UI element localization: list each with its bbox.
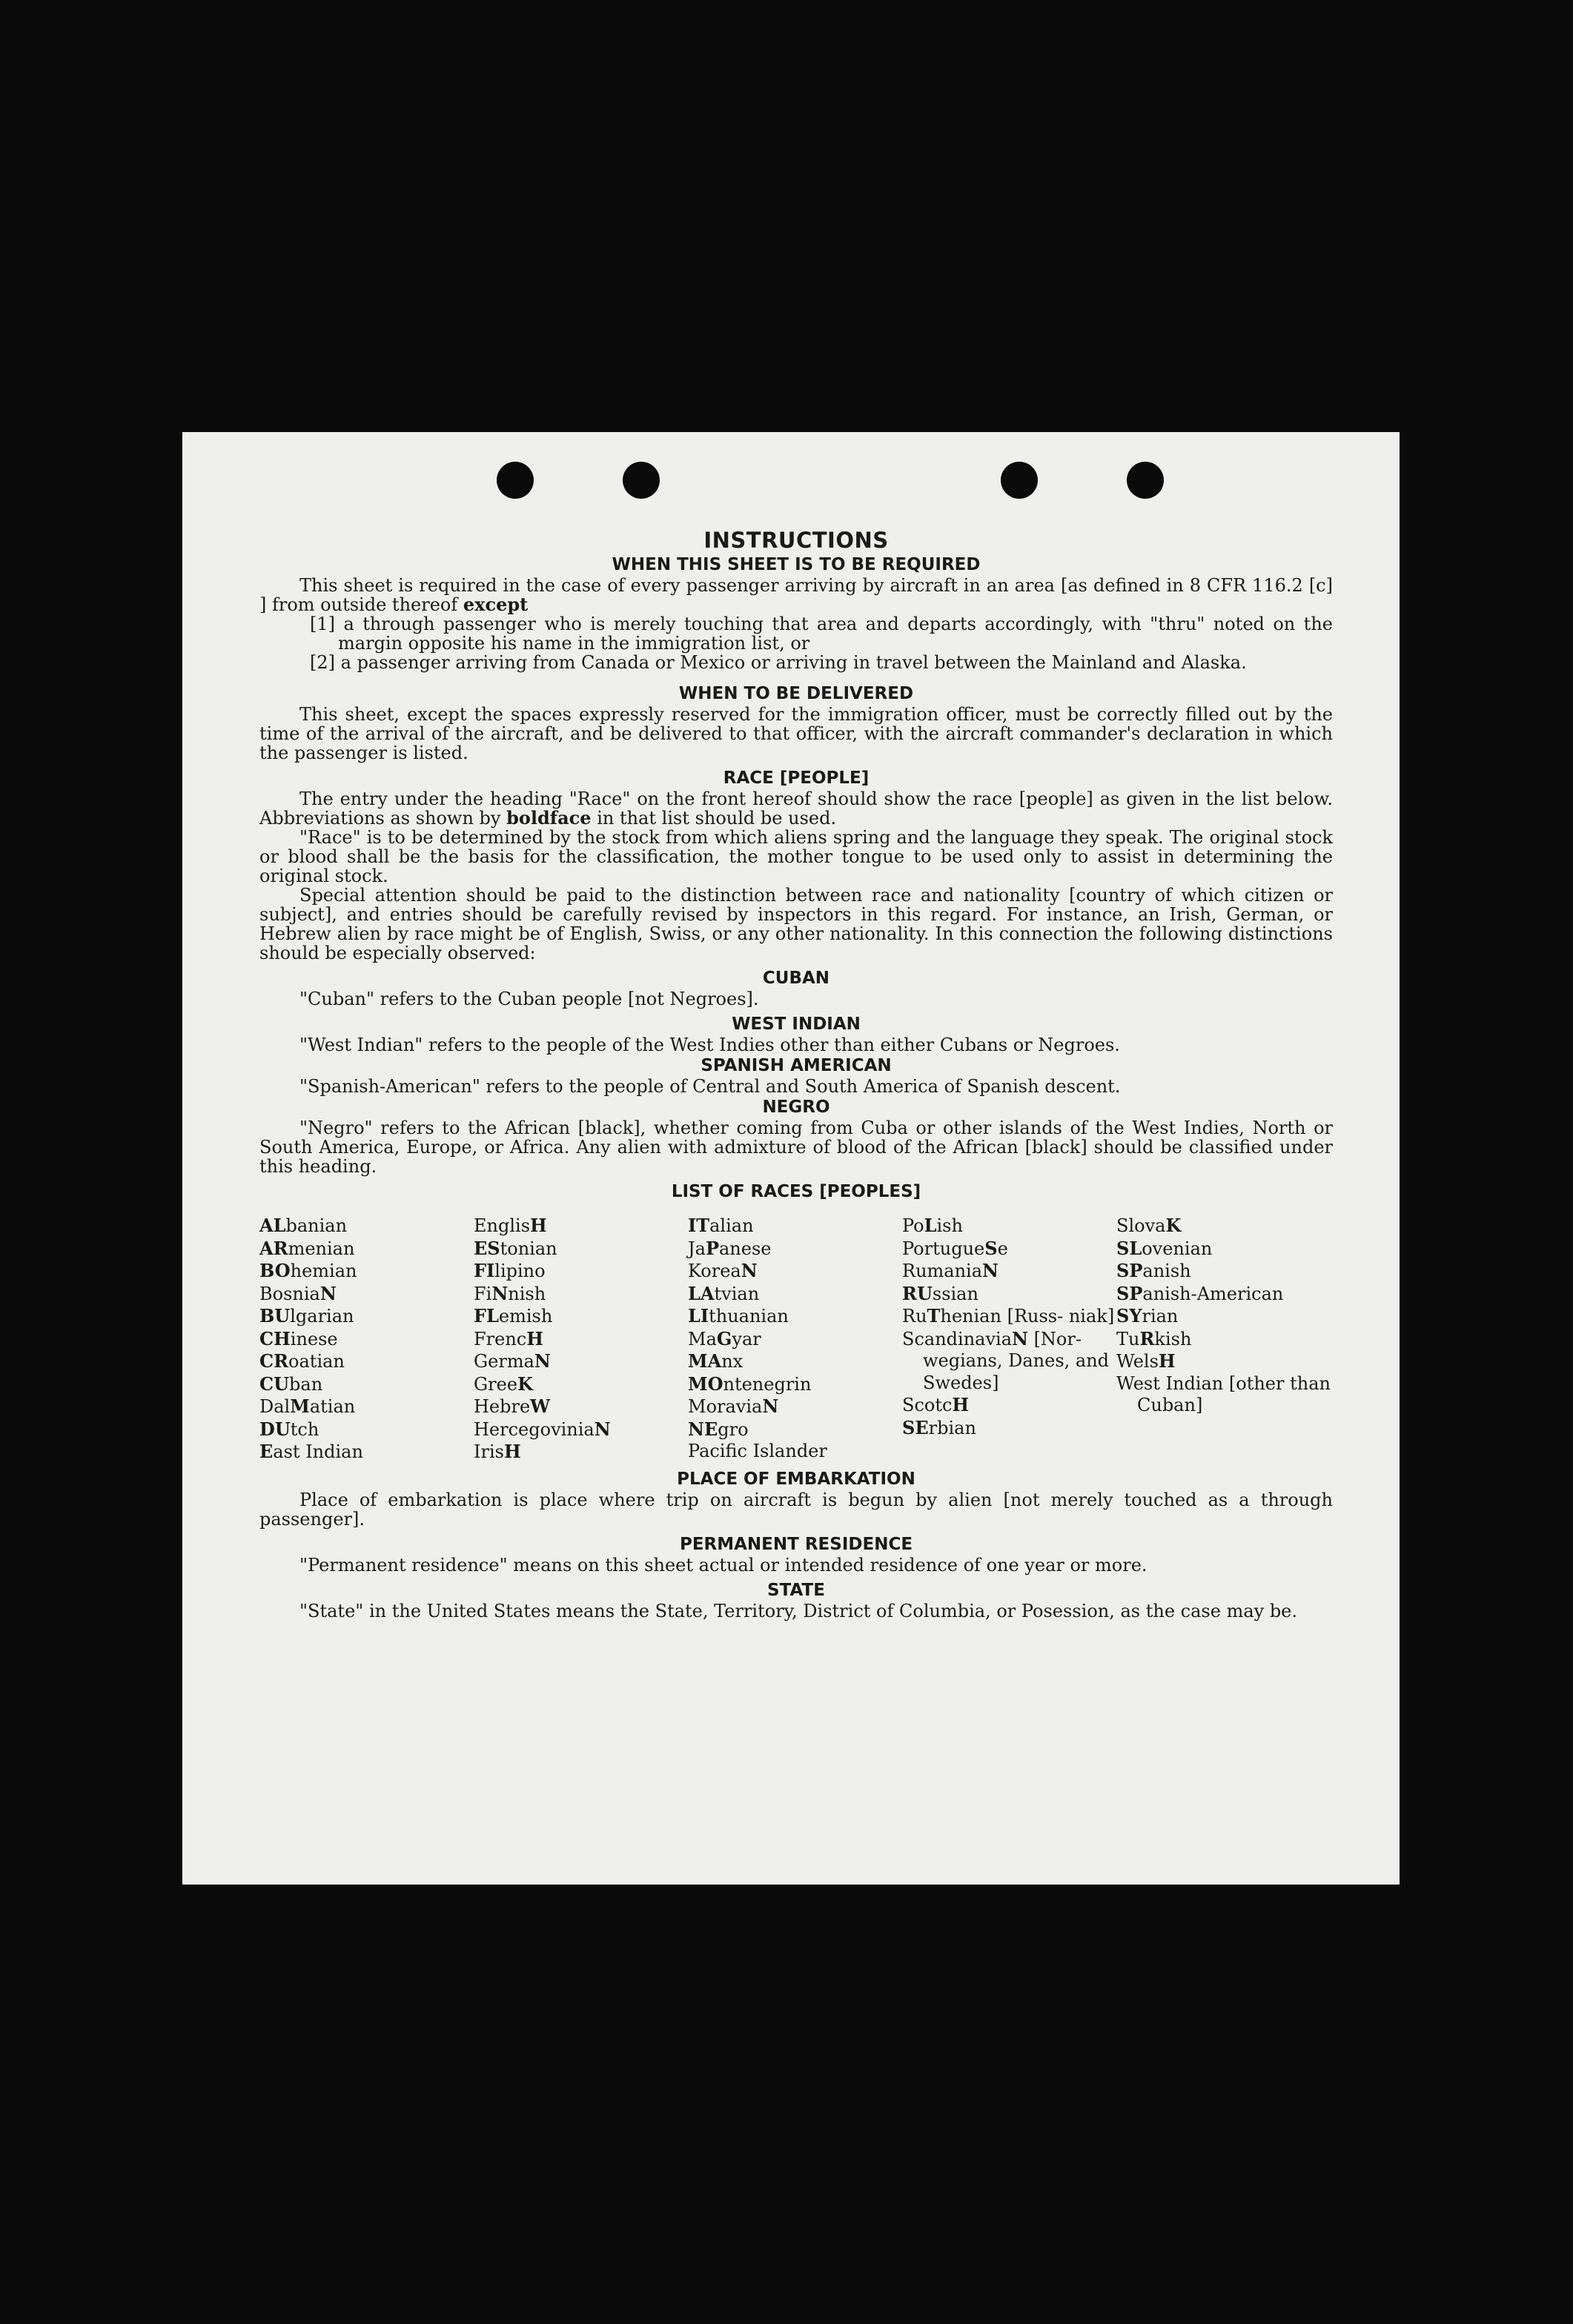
section-heading-negro: NEGRO bbox=[762, 1098, 830, 1117]
race-entry: EnglisH bbox=[474, 1215, 547, 1236]
instruction-sheet bbox=[182, 432, 1400, 1885]
race-entry: FLemish bbox=[474, 1305, 553, 1327]
race-entry: SErbian bbox=[902, 1416, 976, 1438]
section-heading-race-list: LIST OF RACES [PEOPLES] bbox=[671, 1182, 921, 1201]
race-entry: PortugueSe bbox=[902, 1237, 1008, 1259]
race-entry: RuThenian [Russ- niak] bbox=[902, 1305, 1115, 1327]
sheet-content bbox=[259, 527, 1333, 1621]
binder-hole bbox=[1001, 462, 1038, 499]
race-column bbox=[1116, 1215, 1331, 1464]
residence-text: "Permanent residence" means on this sheet actual or intended residence of one year or more. bbox=[299, 1554, 1148, 1576]
race-entry: ITalian bbox=[688, 1215, 754, 1236]
race-entry: Pacific Islander bbox=[688, 1441, 827, 1461]
embarkation-text: Place of embarkation is place where trip on aircraft is begun by alien [not merely touched as a through passenger]. bbox=[259, 1489, 1333, 1530]
race-entry: SlovaK bbox=[1116, 1215, 1182, 1236]
race-paragraph-2: "Race" is to be determined by the stock from which aliens spring and the language they speak. The original stock or blood shall be the basis for the classification, the mother tongue to be used only to assist in determining the original stock. bbox=[259, 827, 1333, 886]
race-column bbox=[902, 1215, 1116, 1464]
section-heading-cuban: CUBAN bbox=[762, 969, 830, 988]
section-heading-state: STATE bbox=[767, 1580, 825, 1600]
state-text: "State" in the United States means the State, Territory, District of Columbia, or Posession, as the case may be. bbox=[299, 1600, 1298, 1621]
cuban-text: "Cuban" refers to the Cuban people [not Negroes]. bbox=[299, 989, 759, 1009]
race-entry: PoLish bbox=[902, 1215, 963, 1236]
race-entry: ScotcH bbox=[902, 1394, 970, 1415]
race-entry: CRoatian bbox=[259, 1350, 345, 1372]
race-entry: BosniaN bbox=[259, 1282, 337, 1304]
race-entry: West Indian [other than Cuban] bbox=[1116, 1372, 1331, 1415]
section-heading-embarkation: PLACE OF EMBARKATION bbox=[677, 1469, 915, 1489]
west-indian-text: "West Indian" refers to the people of the West Indies other than either Cubans or Negroes. bbox=[299, 1035, 1120, 1055]
race-entry: IrisH bbox=[474, 1441, 521, 1462]
race-entry: FiNnish bbox=[474, 1282, 546, 1304]
section-heading-residence: PERMANENT RESIDENCE bbox=[679, 1534, 913, 1554]
section-heading-required: WHEN THIS SHEET IS TO BE REQUIRED bbox=[612, 555, 981, 574]
race-entry: DalMatian bbox=[259, 1395, 356, 1417]
race-entry: SPanish bbox=[1116, 1260, 1191, 1281]
section-heading-west-indian: WEST INDIAN bbox=[732, 1015, 861, 1034]
binder-hole bbox=[623, 462, 660, 499]
page-title: INSTRUCTIONS bbox=[703, 528, 889, 553]
race-column bbox=[474, 1215, 688, 1464]
race-column bbox=[688, 1215, 902, 1464]
required-intro: This sheet is required in the case of every passenger arriving by aircraft in an area [as defined in 8 CFR 116.2 [c] ] from outside thereof except bbox=[259, 575, 1333, 615]
race-entry: ALbanian bbox=[259, 1215, 348, 1236]
race-entry: ScandinaviaN [Nor- wegians, Danes, and Swedes] bbox=[902, 1327, 1110, 1393]
race-entry: EStonian bbox=[474, 1237, 557, 1259]
race-entry: ARmenian bbox=[259, 1237, 355, 1259]
spanish-american-text: "Spanish-American" refers to the people of Central and South America of Spanish descent. bbox=[299, 1076, 1121, 1097]
section-heading-spanish-american: SPANISH AMERICAN bbox=[701, 1056, 892, 1075]
race-entry: BOhemian bbox=[259, 1260, 357, 1281]
race-column bbox=[259, 1215, 474, 1464]
race-entry: MaGyar bbox=[688, 1327, 761, 1349]
race-entry: KoreaN bbox=[688, 1260, 758, 1281]
race-entry: LIthuanian bbox=[688, 1305, 789, 1327]
race-entry: SYrian bbox=[1116, 1305, 1179, 1327]
race-entry: FrencH bbox=[474, 1327, 543, 1349]
section-heading-race: RACE [PEOPLE] bbox=[723, 768, 870, 788]
race-entry: MOntenegrin bbox=[688, 1372, 812, 1395]
race-entry: RumaniaN bbox=[902, 1260, 999, 1281]
race-entry: HebreW bbox=[474, 1395, 551, 1417]
delivered-text: This sheet, except the spaces expressly reserved for the immigration officer, must be correctly filled out by the time of the arrival of the aircraft, and be delivered to that officer, with the aircraft commander's declaration in which the passenger is listed. bbox=[259, 704, 1333, 763]
race-entry: CHinese bbox=[259, 1327, 338, 1349]
race-entry: SLovenian bbox=[1116, 1237, 1213, 1259]
binder-hole bbox=[1127, 462, 1164, 499]
race-entry: CUban bbox=[259, 1372, 323, 1395]
required-item-1: [1] a through passenger who is merely touching that area and departs accordingly, with "thru" noted on the margin opposite his name in the immigration list, or bbox=[310, 614, 1333, 654]
race-entry: HercegoviniaN bbox=[474, 1418, 611, 1440]
race-entry: LAtvian bbox=[688, 1282, 760, 1304]
race-entry: DUtch bbox=[259, 1418, 319, 1440]
race-entry: GermaN bbox=[474, 1350, 551, 1372]
race-entry: GreeK bbox=[474, 1372, 533, 1395]
race-paragraph-3: Special attention should be paid to the distinction between race and nationality [country of which citizen or subject], and entries should be carefully revised by inspectors in this regard. For instance, an Irish, German, or Hebrew alien by race might be of English, Swiss, or any other nationality. In this connection the following distinctions should be especially observed: bbox=[259, 885, 1333, 963]
race-entry: NEgro bbox=[688, 1418, 749, 1440]
race-entry: JaPanese bbox=[688, 1237, 772, 1259]
race-entry: WelsH bbox=[1116, 1350, 1176, 1372]
race-entry: MAnx bbox=[688, 1350, 744, 1372]
binder-hole bbox=[497, 462, 534, 499]
race-entry: TuRkish bbox=[1116, 1327, 1192, 1349]
race-entry: MoraviaN bbox=[688, 1395, 779, 1417]
race-entry: RUssian bbox=[902, 1282, 978, 1304]
section-heading-delivered: WHEN TO BE DELIVERED bbox=[678, 684, 914, 703]
race-entry: SPanish-American bbox=[1116, 1282, 1284, 1304]
negro-text: "Negro" refers to the African [black], whether coming from Cuba or other islands of the West Indies, North or South America, Europe, or Africa. Any alien with admixture of blood of the African [black] should be classified under this heading. bbox=[259, 1118, 1333, 1177]
race-entry: FIlipino bbox=[474, 1260, 546, 1281]
race-paragraph-1: The entry under the heading "Race" on the front hereof should show the race [people] as given in the list below. Abbreviations as shown by boldface in that list should be used. bbox=[259, 788, 1333, 829]
required-item-2: [2] a passenger arriving from Canada or Mexico or arriving in travel between the Mainland and Alaska. bbox=[310, 652, 1247, 673]
race-entry: East Indian bbox=[259, 1441, 363, 1462]
race-list bbox=[259, 1215, 1333, 1464]
race-entry: BUlgarian bbox=[259, 1305, 354, 1327]
